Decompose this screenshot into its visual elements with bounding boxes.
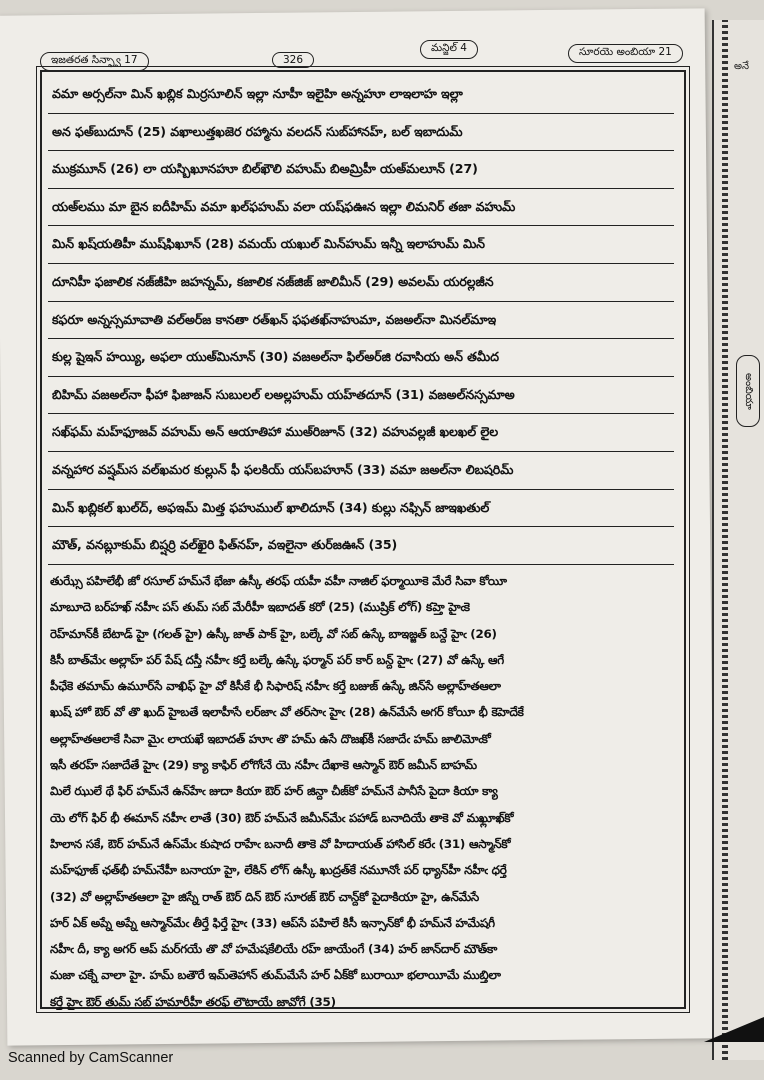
- translation-line: (32) వో అల్లాహ్‌తఆలా హై జిస్నే రాత్ ఔర్ దిన్ ఔర్ సూరజ్ ఔర్ చాన్ద్‌కో పైదాకియా హై, ఉన్‌మేసే: [50, 889, 480, 904]
- page-corner-shadow: [704, 1017, 764, 1042]
- translation-line: ఇసీ తరహ్ సజాదేతే హైఁ (29) క్యా కాఫిర్ లోగోఁనే యె నహీఁ దేఖాకె ఆస్మాన్ ఔర్ జమీన్ బాహమ్: [50, 758, 477, 773]
- translation-line: మహ్‌ఫూజ్ ఛత్‌భీ హమ్‌నేహీ బనాయా హై, లేకిన్ లోగ్ ఉస్కీ ఖుద్రత్‌కే నమూనోఁ పర్ ధ్యాన్‌హీ నహీఁ ధర్తే: [50, 863, 507, 878]
- facing-page-border: [722, 20, 728, 1060]
- verse-line: సఖ్‌ఫమ్ మహ్‌ఫూజవ్ వహుమ్ అన్ ఆయాతిహా ముఅ్‌రిజూన్ (32) వహువల్లజీ ఖలఖల్ లైల: [48, 414, 674, 452]
- translation-line: మాబూదె బర్‌హఖ్ నహీఁ పస్ తుమ్ సబ్ మేరీహీ ఇబాదత్ కరో (25) (ముష్రిక్ లోగ్) కహ్తె హైఁకె: [50, 600, 470, 615]
- verse-line: కఫరూ అన్నస్సమావాతి వల్‌అర్‌జ కానతా రత్‌ఖన్ ఫఫతఖ్‌నాహుమా, వజఅల్‌నా మినల్‌మాఇ: [48, 302, 674, 340]
- translation-line: ఖుష్ హో ఔర్ వో తొ ఖుద్ హైబతే ఇలాహీసే లర్‌జాఁ వో తర్‌సాఁ హైఁ (28) ఉన్‌మేసే అగర్ కోయీ భీ కెహెదేకే: [50, 705, 524, 720]
- facing-page-edge: [712, 20, 764, 1060]
- surah-label: సూరయె అంబియా 21: [568, 44, 683, 63]
- translation-line: అల్లాహ్‌తఆలాకే సివా మైఁ లాయఖే ఇబాదత్ హూఁ తొ హమ్ ఉసే దొజఖ్‌కీ సజాదేఁ హమ్ జాలిమోఁకో: [50, 731, 491, 746]
- translation-line: రెహ్‌మాన్‌కీ బేటాడ్ హై (గలత్ హై) ఉస్కీ జాత్ పాక్ హై, బల్కే వో సబ్ ఉస్కే బాఇజ్జత్ బన్దే హైఁ (26): [50, 626, 497, 641]
- translation-line: మిలే ఝులే థే ఫిర్ హమ్‌నే ఉన్‌హేఁ జుదా కియా ఔర్ హర్ జిన్దా చీజ్‌కో హమ్‌నే పానీసే పైదా కియా క్యా: [50, 784, 498, 799]
- juz-label: ఇజతరత సిన్ఫ్వా 17: [40, 52, 149, 71]
- side-surah-tab: అంబియా: [736, 355, 760, 427]
- translation-line: పీఛేకె తమామ్ ఉమూర్‌సే వాఖిఫ్ హై వో కిసీకే భీ సిఫారిష్ నహీఁ కర్తే బజుజ్ ఉస్కే జిన్‌సే అల్లాహ్‌తఆలా: [50, 679, 501, 694]
- translation-line: యె లోగ్ ఫిర్ భీ ఈమాన్ నహీఁ లాతే (30) ఔర్ హమ్‌నే జమీన్‌మేఁ పహాడ్ బనాదియే తాకె వో మఖ్లూఖ్‌కో: [50, 810, 514, 825]
- verse-line: దూనిహీ ఫజాలిక నజ్‌జీహి జహన్నమ్, కజాలిక నజ్‌జిజ్ జాలిమీన్ (29) అవలమ్ యరల్లజీన: [48, 264, 674, 302]
- translation-line: నహీఁ దీ, క్యా అగర్ ఆప్ మర్‌గయే తొ వో హమేషకేలియే రహ్ జాయేంగే (34) హర్ జాన్‌దార్ మౌత్‌కా: [50, 942, 498, 957]
- verse-line: కుల్ల షైఇన్ హయ్యి, అఫలా యుఅ్‌మినూన్ (30) వజఅల్‌నా ఫిల్‌అర్‌జి రవాసియ అన్ తమీద: [48, 339, 674, 377]
- verse-line: ముక్రమూన్ (26) లా యస్బిఖూనహూ బిల్‌ఖౌలి వహుమ్ బిఅమ్రిహీ యఅ్‌మలూన్ (27): [48, 151, 674, 189]
- translation-line: కర్తే హైఁ ఔర్ తుమ్ సబ్ హమారీహీ తరఫ్ లౌటాయే జావోగే (35): [50, 994, 336, 1009]
- facing-page-text: అనే: [734, 61, 750, 72]
- verse-transliteration-block: [48, 76, 674, 565]
- translation-line: హిలాన సకే, ఔర్ హమ్‌నే ఉస్‌మేఁ కుషాద రాహేఁ బనాదీ తాకె వో హిదాయత్ హాసిల్ కరేఁ (31) ఆస్మాన్‌కో: [50, 836, 511, 851]
- verse-line: మౌత్, వనబ్లూకుమ్ బిష్షర్రి వల్‌ఖైరి ఫిత్‌నహ్, వఇలైనా తుర్‌జఊన్ (35): [48, 527, 674, 565]
- translation-line: మజా చక్నే వాలా హై. హమ్ బతౌరే ఇమ్‌తెహాన్ తుమ్‌మేసే హర్ ఏక్‌కో బురాయీ భలాయీమే ముబ్తిలా: [50, 968, 501, 983]
- translation-block: [50, 568, 672, 1015]
- manzil-label: మన్జిల్ 4: [420, 40, 478, 59]
- verse-line: వన్నహార వష్షమ్‌స వల్‌ఖమర కుల్లున్ ఫీ ఫలకియ్ యస్‌బహూన్ (33) వమా జఅల్‌నా లిబషరిమ్: [48, 452, 674, 490]
- page-header: [40, 42, 680, 72]
- verse-line: మిన్ ఖష్‌యతిహీ ముష్‌ఫిఖూన్ (28) వమయ్ యఖుల్ మిన్‌హుమ్ ఇన్నీ ఇలాహుమ్ మిన్: [48, 226, 674, 264]
- translation-line: కిసీ బాత్‌మేఁ అల్లాహ్ పర్ పేష్ దస్తీ నహీఁ కర్తే బల్కే ఉస్కే ఫర్మాన్ పర్ కార్ బన్ద్ హైఁ (27) వో ఉస్కే ఆగే: [50, 652, 504, 667]
- verse-line: బిహిమ్ వజఅల్‌నా ఫీహా ఫిజాజన్ సుబులల్ లఅల్లహుమ్ యహ్‌తదూన్ (31) వజఅల్‌నస్సమాఅ: [48, 377, 674, 415]
- translation-line: హర్ ఏక్ అప్నే అప్నే ఆస్మాన్‌మేఁ తీర్తే ఫిర్తే హైఁ (33) ఆప్‌సే పహిలే కిసీ ఇన్సాన్‌కో భీ హమ్‌నే హమేషగీ: [50, 915, 495, 930]
- verse-line: వమా అర్సల్‌నా మిన్ ఖబ్లిక మిర్రసూలిన్ ఇల్లా నూహీ ఇలైహి అన్నహూ లాఇలాహ ఇల్లా: [48, 76, 674, 114]
- verse-line: యఅ్‌లము మా బైన ఐదీహిమ్ వమా ఖల్‌ఫహుమ్ వలా యష్‌ఫఊన ఇల్లా లిమనిర్ తజా వహుమ్: [48, 189, 674, 227]
- scanner-credit: Scanned by CamScanner: [8, 1050, 174, 1066]
- translation-line: తుఝ్సే పహిలేభీ జో రసూల్ హమ్‌నే భేజా ఉస్కీ తరఫ్ యహీ వహీ నాజిల్ ఫర్మాయీకె మేరే సివా కోయీ: [50, 574, 507, 588]
- page-number: 326: [272, 52, 314, 68]
- verse-line: మిన్ ఖబ్లికల్ ఖుల్‌ద్, అఫఇమ్ మిత్త ఫహుముల్ ఖాలిదూన్ (34) కుల్లు నఫ్సిన్ జాఇఖతుల్: [48, 490, 674, 528]
- verse-line: అన ఫఅ్‌బుదూన్ (25) వఖాలుత్తఖజెర రహ్మాను వలదన్ సుబ్‌హానహ్, బల్ ఇబాదుమ్: [48, 114, 674, 152]
